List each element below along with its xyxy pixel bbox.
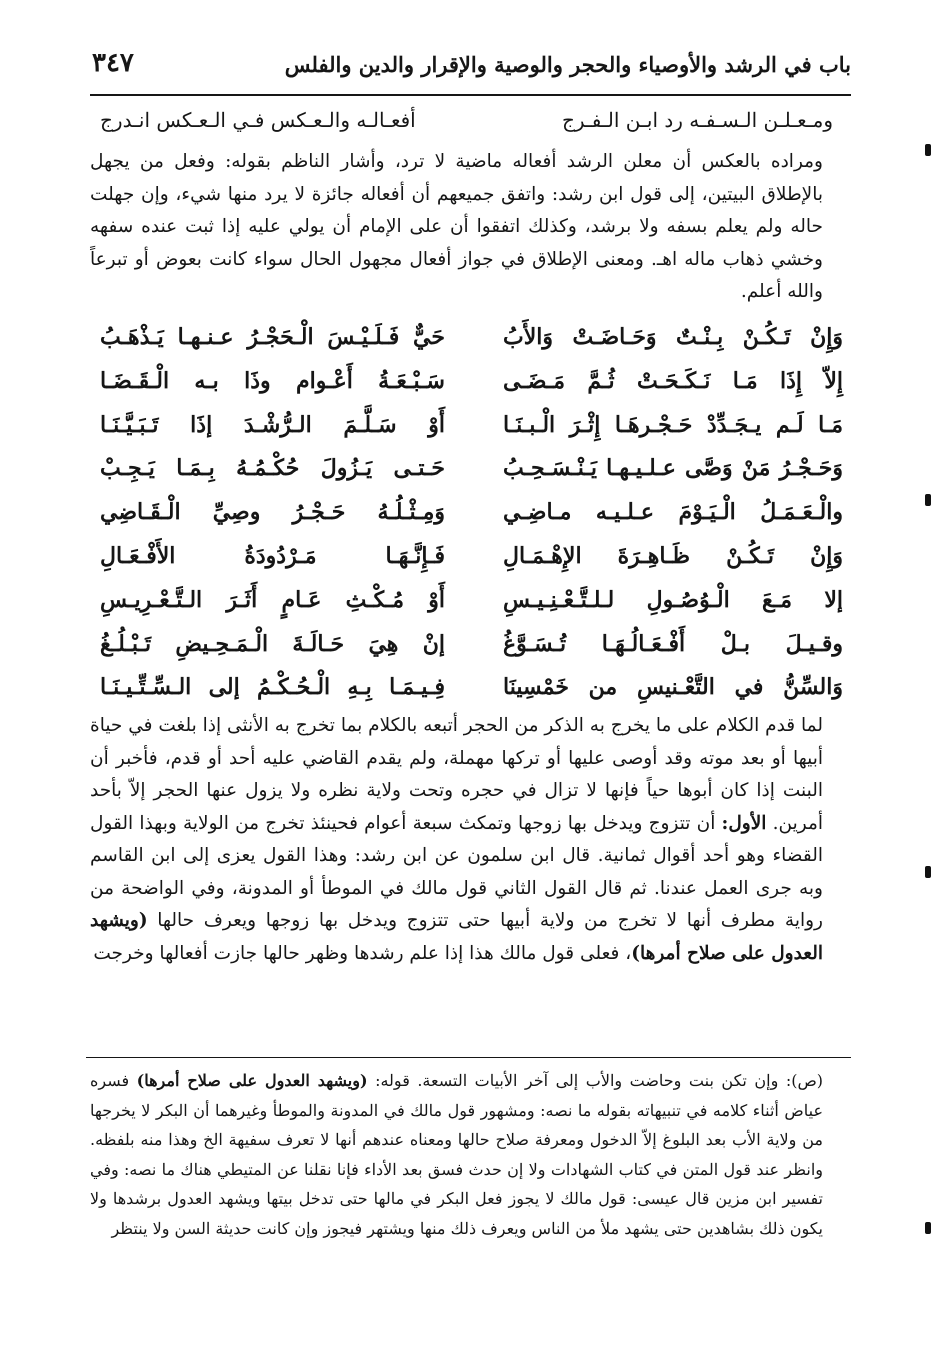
hemistich-right: والْـعَـمَـلُ الْـيَـوْمَ عـلـيـه مـاضِـي [503,499,843,526]
page-number: ٣٤٧ [92,48,134,78]
footnote-text [90,1066,847,1243]
opening-verse [100,108,833,142]
margin-mark [925,1222,931,1234]
hemistich-left: إنْ هِيَ حَـالَـةَ الْـمَـحِـيضِ تَـبْـلُـغُ [100,630,445,657]
poem-verse [100,406,843,450]
margin-mark [925,494,931,506]
poem-verse [100,581,843,625]
paragraph-text [90,710,847,970]
margin-mark [925,866,931,878]
hemistich-right: إِلاّ إِذَا مَـا نَـكَـحَـتْ ثُـمَّ مَـضَـى [503,367,843,394]
text-segment: ، فعلى قول مالك هذا إذا علم رشدها وظهر حالها جازت أفعالها وخرجت [93,942,632,964]
footnote-marker: (ص): [785,1071,824,1090]
text-segment: أن تتزوج ويدخل بها زوجها وتمكث سبعة أعوام فحينئذ تخرج من الولاية وبهذا القول القضاء وهو أحد أقوال ثمانية. قال ابن سلمون عن ابن رشد: وهذا القول يعزى إلى ابن القاسم وبه جرى العمل عندنا. ثم قال القول الثاني قول مالك في الموطأ أو المدونة، وفي الواضحة من رواية مطرف أنها لا تخرج من ولاية أبيها حتى تتزوج ويدخل بها زوجها ويعرف حالها [90,812,823,931]
bold-quote: (ويشهد العدول على صلاح أمرها) [136,1071,368,1090]
hemistich-left: فِـيـمَـا بِـهِ الْـحُـكْـمُ إلى الـسِّـتِّـيـنَـا [100,674,445,701]
poem-verse [100,362,843,406]
hemistich-left: فَـإِنَّـهَـا مَـرْدُودَةُ الأَفْـعَـالِ [100,542,445,569]
explanation-paragraph [90,710,847,970]
running-title: باب في الرشد والأوصياء والحجر والوصية والإقرار والدين والفلس [284,52,851,77]
hemistich-left: أَوْ سَـلَّـمَ الـرُّشْـدَ إذَا تَـبَـيَّـنَـا [100,411,445,438]
footnote-divider [86,1057,851,1058]
poem-verse [100,537,843,581]
poem-verse [100,668,843,712]
hemistich-right: وَحَـجْـرُ مَنْ وَصَّى عـلـيـهـا يَـنْـسَـحِـبُ [503,455,843,482]
verse-hemistich-left: أفعـالـه والـعـكس فـي الـعـكس انـدرج [100,108,416,132]
text-segment: وإن تكن بنت وحاضت والأب إلى آخر الأبيات التسعة. قوله: [375,1071,779,1090]
verse-hemistich-right: ومـعـلـن الـسـفـه رد ابـن الـفـرج [562,108,833,132]
hemistich-right: وَالسِّنُّ في التَّعْـنيسِ من خَمْسِينَا [503,674,843,701]
poem-verse [100,493,843,537]
margin-mark [925,144,931,156]
text-segment: فسره عياض أثناء كلامه في تنبيهاته بقوله ما نصه: ومشهور قول مالك في المدونة والموطأ وغيرهما أن البكر لا يخرجها من ولاية الأب بعد البلوغ إلاّ الدخول ومعرفة صلاح حالها ومعناه عندهم أنها لا تعرف سفيهة الخ وهذا منه بلفظه. وانظر عند قول المتن في كتاب الشهادات ولا إن حدث فسق بعد الأداء فإنا نقلنا عن المتيطي هناك ما نصه: وفي تفسير ابن مزين قال عيسى: قول مالك لا يجوز فعل البكر في مالها حتى تدخل بيتها ويشهد العدول برشدها ولا يكون ذلك بشاهدين حتى يشهد ملأ من الناس ويعرف ذلك منها ويشتهر فيجوز وإن كانت حديثة السن ولا ينتظر [90,1071,823,1238]
bold-term: الأول: [721,812,767,834]
poem-block [100,318,843,712]
hemistich-left: حَيٌّ فَـلَـيْـسَ الْـحَجْـرُ عـنـهـا يَـذْهَـبُ [100,324,445,350]
commentary-paragraph [90,146,847,309]
hemistich-right: إلا مَـعَ الْـوُصُـولِ لـلـتَّـعْـنِـيـسِ [503,586,843,613]
hemistich-left: أَوْ مُـكْـثِ عَـامٍ أَثَـرَ الـتَّـعْـرِيـسِ [100,586,445,613]
hemistich-left: سَـبْـعَـةُ أَعْـوام وذَا بـه الْـقَـضَـا [100,367,445,394]
poem-verse [100,625,843,669]
bold-quote: (ويشهد العدول على صلاح أمرها) [90,910,823,964]
hemistich-right: وَإِنْ تَـكُـنْ بِـنْـتٌ وَحَـاضَـتْ وَالأَبُ [503,324,843,350]
poem-verse [100,449,843,493]
hemistich-right: وَإِنْ تَـكُـنْ ظَـاهِـرَةَ الإِهْـمَـالِ [503,542,843,569]
poem-verse [100,318,843,362]
text-segment: لما قدم الكلام على ما يخرج به الذكر من الحجر أتبعه بالكلام بما تخرج به الأنثى إذا بلغت في حياة أبيها أو بعد موته وقد أوصى عليها أو تركها مهملة، ولم يقدم القاضي عليه أحد أو قدم، فأخبر أن البنت إذا كان أبوها حياً فإنها لا تزال في حجره وتحت ولاية نظره ولا يزول عنها الحجر إلاّ بأحد أمرين. [90,715,823,834]
page-header [90,44,851,96]
paragraph-text: ومراده بالعكس أن معلن الرشد أفعاله ماضية لا ترد، وأشار الناظم بقوله: وفعل من يجهل بالإطلاق البيتين، إلى قول ابن رشد: واتفق جميعهم أن أفعاله جائزة لا يرد منها شيء، وإن جهلت حاله ولم يعلم بسفه ولا برشد، وكذلك اتفقوا أن على الإمام أن يولي عليه إذا ثبت عنده سفهه وخشي ذهاب ماله اهـ. ومعنى الإطلاق في جواز أفعال مجهول الحال سواء كانت بعوض أو تبرعاً والله أعلم. [90,151,823,302]
hemistich-right: مَـا لَـم يـجَـدِّدْ حَـجْـرهَـا إِثْـرَ الْـبـنَـا [503,411,843,438]
footnote [90,1066,847,1243]
hemistich-left: حَـتـى يَـزُولَ حُكْـمُـهُ بِـمَـا يَـجِـبْ [100,455,445,482]
hemistich-left: وَمِـثْـلُـهُ حَـجْـرُ وصِيِّ الْـقَـاضِي [100,499,445,526]
hemistich-right: وقـيـلَ بـلْ أَفْـعَـالُـهَـا تُـسَـوَّغُ [503,630,843,657]
